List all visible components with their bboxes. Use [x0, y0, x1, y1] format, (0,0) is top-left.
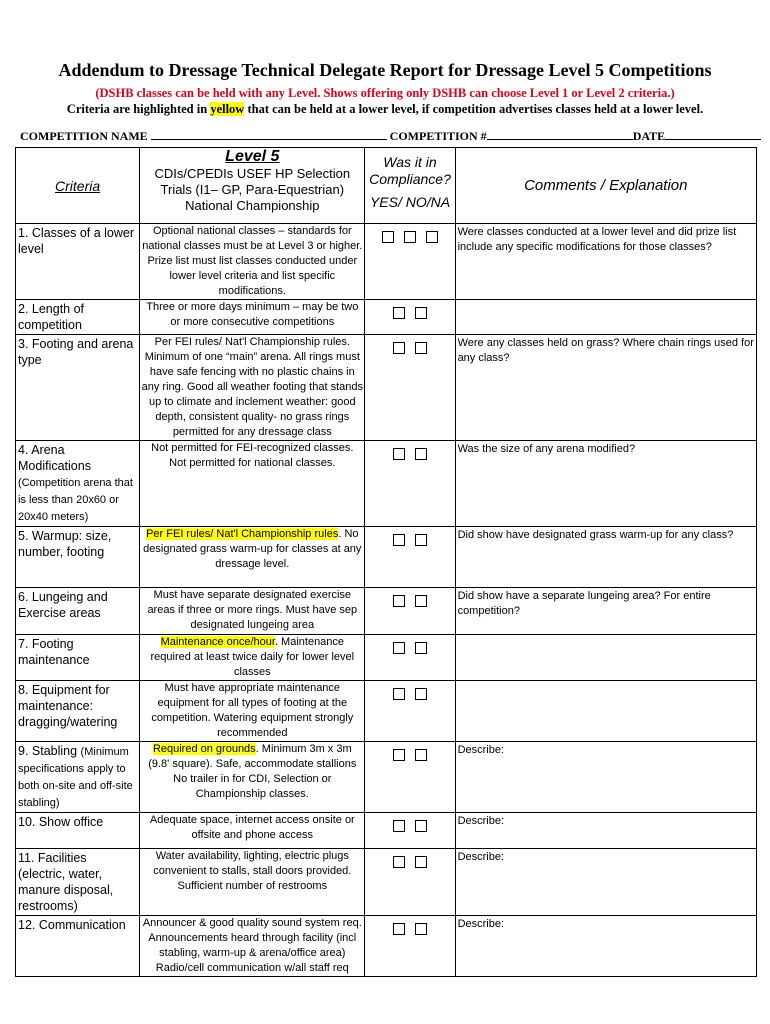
compliance-cell — [365, 441, 455, 527]
table-row — [16, 849, 757, 916]
standard-cell — [140, 588, 365, 635]
table-row — [16, 441, 757, 527]
competition-number-field[interactable] — [487, 128, 633, 140]
criteria-label: 2. Length of competition — [18, 302, 85, 332]
comment-cell[interactable]: Describe: — [455, 849, 756, 916]
table-row — [16, 335, 757, 441]
comment-cell[interactable]: Were any classes held on grass? Where chain rings used for any class? — [455, 335, 756, 441]
criteria-label: 11. Facilities (electric, water, manure disposal, restrooms) — [18, 851, 114, 913]
criteria-label: 1. Classes of a lower level — [18, 226, 135, 256]
compliance-cell — [365, 335, 455, 441]
criteria-label: 8. Equipment for maintenance: dragging/watering — [18, 683, 118, 729]
standard-cell — [140, 527, 365, 588]
table-row — [16, 916, 757, 977]
table-row — [16, 527, 757, 588]
compliance-cell — [365, 681, 455, 742]
criteria-note-before: Criteria are highlighted in — [66, 102, 211, 116]
criteria-label: 3. Footing and arena type — [18, 337, 134, 367]
table-row — [16, 742, 757, 813]
criteria-note: (Minimum specifications apply to both on-site and off-site stabling) — [18, 746, 133, 809]
criteria-cell — [16, 813, 140, 849]
compliance-checkbox[interactable] — [382, 231, 394, 243]
compliance-cell — [365, 635, 455, 681]
table-row — [16, 635, 757, 681]
compliance-checkbox[interactable] — [393, 923, 405, 935]
compliance-checkbox[interactable] — [415, 448, 427, 460]
compliance-cell — [365, 916, 455, 977]
criteria-cell — [16, 849, 140, 916]
criteria-label: 4. Arena Modifications — [18, 443, 91, 473]
compliance-checkbox[interactable] — [415, 923, 427, 935]
standard-text: Announcer & good quality sound system req. Announcements heard through facility (incl stabling, warm-up & arena/office area) Radio/cell communication w/all staff req — [142, 917, 362, 974]
standard-cell — [140, 849, 365, 916]
level-header — [140, 148, 365, 224]
comment-cell[interactable]: Describe: — [455, 813, 756, 849]
compliance-checkbox[interactable] — [426, 231, 438, 243]
criteria-note — [0, 102, 770, 117]
comment-cell[interactable]: Did show have designated grass warm-up for any class? — [455, 527, 756, 588]
standard-cell — [140, 300, 365, 335]
competition-name-label: COMPETITION NAME — [20, 129, 148, 143]
compliance-header — [365, 148, 455, 224]
criteria-cell — [16, 335, 140, 441]
compliance-cell — [365, 588, 455, 635]
standard-text: Must have separate designated exercise areas if three or more rings. Must have sep designated lungeing area — [147, 589, 358, 631]
criteria-cell — [16, 681, 140, 742]
compliance-cell — [365, 849, 455, 916]
document-title: Addendum to Dressage Technical Delegate Report for Dressage Level 5 Competitions — [58, 60, 712, 80]
compliance-cell — [365, 813, 455, 849]
competition-number-label: COMPETITION # — [389, 129, 487, 143]
criteria-label: 12. Communication — [18, 918, 126, 932]
standard-cell — [140, 742, 365, 813]
compliance-cell — [365, 742, 455, 813]
compliance-checkbox[interactable] — [393, 749, 405, 761]
table-row — [16, 813, 757, 849]
compliance-checkbox[interactable] — [415, 749, 427, 761]
standard-text: Per FEI rules/ Nat'l Championship rules. Minimum of one “main” arena. All rings must have safe fencing with no plastic chains in any ring. Good all weather footing that stands up to climate and inclement weather: good depth, consistent quality- no grass rings permitted for any dressage class — [141, 336, 363, 438]
compliance-cell — [365, 300, 455, 335]
dshb-notice: (DSHB classes can be held with any Level. Shows offering only DSHB can choose Level 1 or Level 2 criteria.) — [95, 86, 675, 100]
criteria-cell — [16, 635, 140, 681]
compliance-checkbox[interactable] — [415, 820, 427, 832]
standard-text: Three or more days minimum – may be two or more consecutive competitions — [146, 301, 359, 328]
standard-highlight: Maintenance once/hour — [160, 636, 275, 648]
criteria-cell — [16, 441, 140, 527]
compliance-checkbox[interactable] — [393, 642, 405, 654]
date-label: DATE — [632, 129, 666, 143]
comment-cell[interactable] — [455, 300, 756, 335]
standard-text: . Maintenance required at least twice daily for lower level classes — [150, 636, 355, 678]
comment-cell[interactable]: Were classes conducted at a lower level and did prize list include any specific modifications for those classes? — [455, 224, 756, 300]
standard-text: Adequate space, internet access onsite or offsite and phone access — [149, 814, 355, 841]
criteria-header: Criteria — [16, 148, 140, 224]
level-5-description: CDIs/CPEDIs USEF HP Selection Trials (I1– GP, Para-Equestrian) National Championship — [154, 166, 351, 213]
compliance-checkbox[interactable] — [415, 307, 427, 319]
table-row — [16, 300, 757, 335]
level-5-title: Level 5 — [225, 148, 280, 165]
standard-highlight: Per FEI rules/ Nat'l Championship rules — [146, 528, 339, 540]
criteria-label: 5. Warmup: size, number, footing — [18, 529, 112, 559]
standard-cell — [140, 813, 365, 849]
criteria-cell — [16, 588, 140, 635]
standard-text: Optional national classes – standards for national classes must be at Level 3 or higher. Prize list must list classes conducted under lower level criteria and list specific modifications. — [142, 225, 363, 297]
criteria-label: 7. Footing maintenance — [18, 637, 90, 667]
comments-header: Comments / Explanation — [455, 148, 756, 224]
criteria-label: 6. Lungeing and Exercise areas — [18, 590, 108, 620]
criteria-cell — [16, 527, 140, 588]
criteria-note-highlight: yellow — [210, 102, 245, 116]
competition-info-line — [20, 128, 750, 144]
compliance-checkbox[interactable] — [393, 688, 405, 700]
criteria-cell — [16, 224, 140, 300]
standard-cell — [140, 635, 365, 681]
standard-text: Must have appropriate maintenance equipment for all types of footing at the competition. Watering equipment strongly recommended — [151, 682, 354, 739]
criteria-label: 10. Show office — [18, 815, 104, 829]
criteria-note: (Competition arena that is less than 20x60 or 20x40 meters) — [18, 477, 133, 523]
header-row — [16, 148, 757, 224]
compliance-checkbox[interactable] — [393, 342, 405, 354]
criteria-cell — [16, 916, 140, 977]
compliance-checkbox[interactable] — [393, 856, 405, 868]
table-row — [16, 681, 757, 742]
standard-cell — [140, 681, 365, 742]
table-row — [16, 224, 757, 300]
yes-no-na-label: YES/ NO/NA — [369, 194, 451, 210]
criteria-table — [15, 147, 757, 977]
compliance-cell — [365, 224, 455, 300]
compliance-checkbox[interactable] — [415, 595, 427, 607]
compliance-cell — [365, 527, 455, 588]
comment-cell[interactable]: Describe: — [455, 916, 756, 977]
standard-highlight: Required on grounds — [152, 743, 256, 755]
comment-cell[interactable]: Was the size of any arena modified? — [455, 441, 756, 527]
standard-text: Water availability, lighting, electric plugs convenient to stalls, stall doors provided. Sufficient number of restrooms — [153, 850, 352, 892]
competition-name-field[interactable] — [151, 128, 387, 140]
standard-cell — [140, 441, 365, 527]
date-field[interactable] — [665, 128, 761, 140]
table-row — [16, 588, 757, 635]
criteria-cell — [16, 742, 140, 813]
compliance-checkbox[interactable] — [415, 856, 427, 868]
compliance-checkbox[interactable] — [393, 448, 405, 460]
compliance-checkbox[interactable] — [393, 595, 405, 607]
compliance-checkbox[interactable] — [415, 688, 427, 700]
compliance-checkbox[interactable] — [415, 534, 427, 546]
standard-text: . No designated grass warm-up for classes at any dressage level. — [143, 528, 362, 570]
compliance-checkbox[interactable] — [393, 820, 405, 832]
criteria-label: 9. Stabling — [18, 744, 81, 758]
comment-cell[interactable] — [455, 681, 756, 742]
comment-cell[interactable]: Did show have a separate lungeing area? For entire competition? — [455, 588, 756, 635]
standard-cell — [140, 916, 365, 977]
compliance-checkbox[interactable] — [393, 307, 405, 319]
compliance-checkbox[interactable] — [404, 231, 416, 243]
criteria-cell — [16, 300, 140, 335]
compliance-checkbox[interactable] — [415, 642, 427, 654]
comment-cell[interactable] — [455, 635, 756, 681]
compliance-checkbox[interactable] — [393, 534, 405, 546]
comment-cell[interactable]: Describe: — [455, 742, 756, 813]
standard-text: Not permitted for FEI-recognized classes. Not permitted for national classes. — [151, 442, 354, 469]
criteria-rows — [16, 224, 757, 977]
standard-cell — [140, 335, 365, 441]
compliance-question: Was it in Compliance? — [369, 154, 451, 187]
standard-text: . Minimum 3m x 3m (9.8' square). Safe, accommodate stallions No trailer in for CDI, Selection or Championship classes. — [148, 743, 357, 800]
criteria-note-after: that can be held at a lower level, if competition advertises classes held at a lower level. — [244, 102, 704, 116]
compliance-checkbox[interactable] — [415, 342, 427, 354]
standard-cell — [140, 224, 365, 300]
